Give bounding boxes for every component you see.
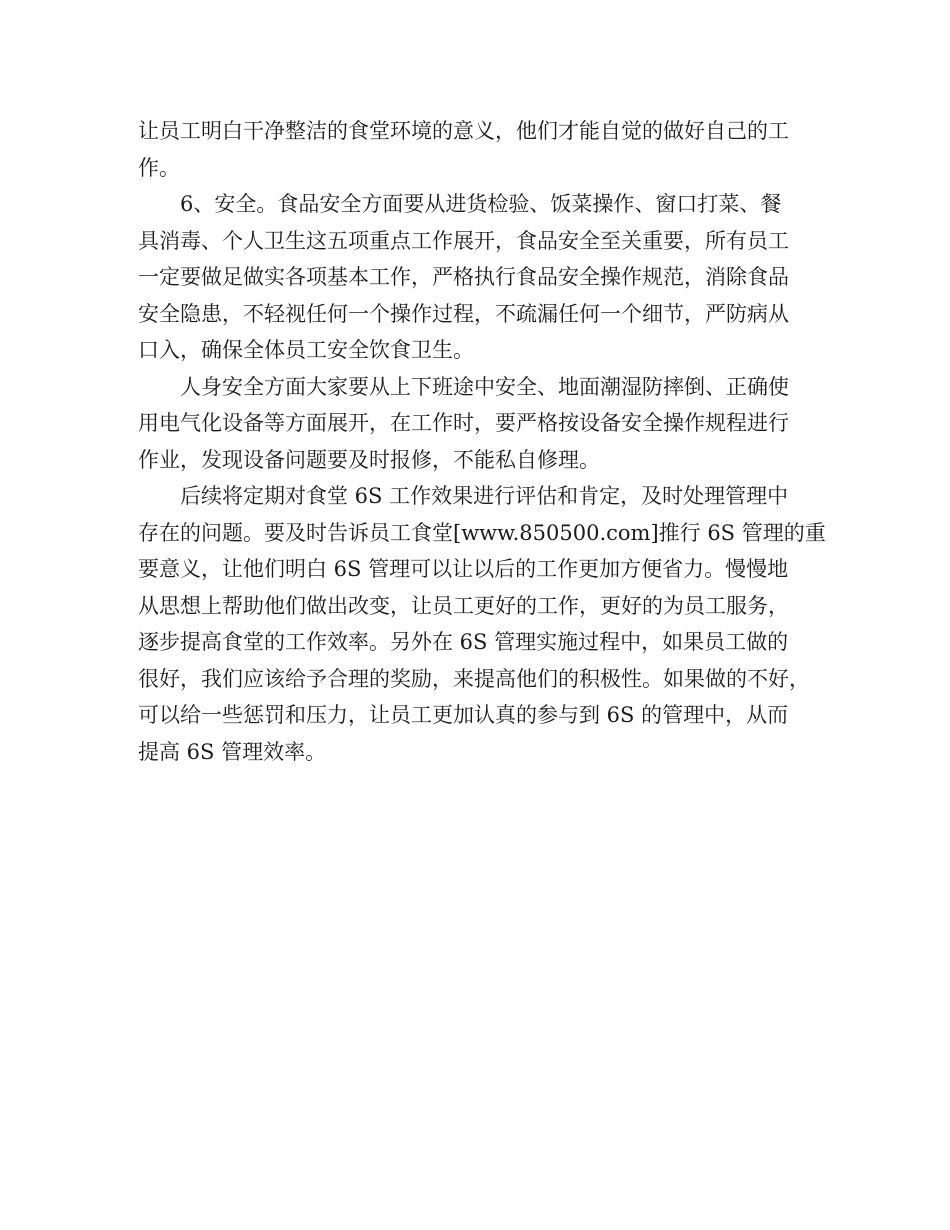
text-line: 逐步提高食堂的工作效率。另外在 6S 管理实施过程中，如果员工做的 [138, 630, 789, 654]
document-body [138, 113, 828, 770]
text-line: 作业，发现设备问题要及时报修，不能私自修理。 [138, 447, 600, 472]
paragraph-personal-safety [138, 369, 828, 479]
text-line: 作。 [138, 155, 180, 180]
text-line: 一定要做足做实各项基本工作，严格执行食品安全操作规范，消除食品 [138, 265, 789, 289]
text-line: 很好，我们应该给予合理的奖励，来提高他们的积极性。如果做的不好， [138, 666, 810, 691]
paragraph-continuation [138, 113, 828, 186]
text-line: 可以给一些惩罚和压力，让员工更加认真的参与到 6S 的管理中，从而 [138, 703, 789, 727]
paragraph-food-safety [138, 186, 828, 369]
text-line: 提高 6S 管理效率。 [138, 739, 327, 764]
text-line: 后续将定期对食堂 6S 工作效果进行评估和肯定，及时处理管理中 [180, 484, 789, 508]
text-line: 6、安全。食品安全方面要从进货检验、饭菜操作、窗口打菜、餐 [180, 192, 782, 216]
text-line: 要意义，让他们明白 6S 管理可以让以后的工作更加方便省力。慢慢地 [138, 557, 789, 581]
text-line: 存在的问题。要及时告诉员工食堂[www.850500.com]推行 6S 管理的重 [138, 520, 826, 545]
text-line: 用电气化设备等方面展开，在工作时，要严格按设备安全操作规程进行 [138, 411, 789, 435]
text-line: 从思想上帮助他们做出改变，让员工更好的工作，更好的为员工服务， [138, 593, 789, 618]
text-line: 口入，确保全体员工安全饮食卫生。 [138, 338, 474, 362]
text-line: 让员工明白干净整洁的食堂环境的意义，他们才能自觉的做好自己的工 [138, 119, 789, 143]
text-line: 人身安全方面大家要从上下班途中安全、地面潮湿防摔倒、正确使 [180, 374, 789, 399]
paragraph-follow-up [138, 478, 828, 770]
text-line: 安全隐患，不轻视任何一个操作过程，不疏漏任何一个细节，严防病从 [138, 301, 789, 326]
text-line: 具消毒、个人卫生这五项重点工作展开，食品安全至关重要，所有员工 [138, 228, 789, 253]
